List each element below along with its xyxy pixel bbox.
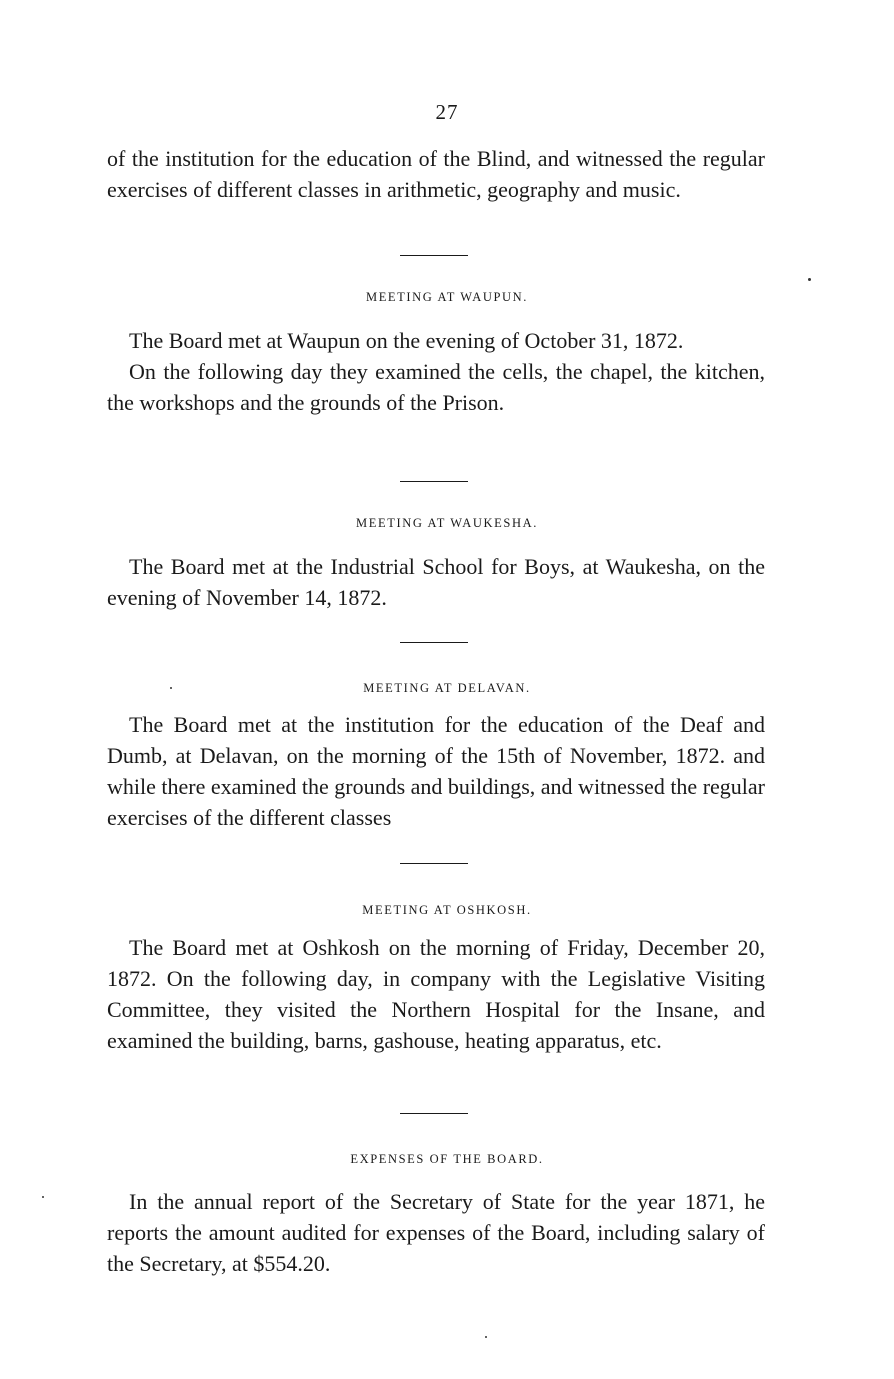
paragraph: In the annual report of the Secretary of State for the year 1871, he reports the amount audited for expenses of the Board, including salary of the Secretary, at $554.20.: [107, 1189, 765, 1276]
section-heading-delavan: MEETING AT DELAVAN.: [363, 681, 531, 695]
section-divider: [400, 642, 468, 643]
paragraph: The Board met at Oshkosh on the morning of Friday, December 20, 1872. On the following day, in company with the Legislative Visiting Committee, they visited the Northern Hospital for the Insane, and examined the building, barns, gashouse, heating apparatus, etc.: [107, 935, 765, 1053]
scan-speck: [42, 1196, 44, 1198]
section-divider: [400, 255, 468, 256]
scan-speck: [485, 1336, 487, 1338]
opening-paragraph: of the institution for the education of the Blind, and witnessed the regular exercises of different classes in arithmetic, geography and music.: [107, 146, 765, 202]
section-body-waupun: [107, 325, 765, 418]
section-heading-oshkosh: MEETING AT OSHKOSH.: [362, 903, 532, 917]
section-body-delavan: [107, 709, 765, 833]
scan-speck: [170, 687, 172, 689]
section-body-oshkosh: [107, 932, 765, 1056]
section-heading-waukesha: MEETING AT WAUKESHA.: [356, 516, 538, 530]
scan-speck: [808, 278, 811, 281]
paragraph: On the following day they examined the cells, the chapel, the kitchen, the workshops and the grounds of the Prison.: [107, 359, 765, 415]
paragraph: The Board met at Waupun on the evening of October 31, 1872.: [129, 328, 684, 353]
section-body-expenses: [107, 1186, 765, 1279]
section-divider: [400, 863, 468, 864]
section-body-waukesha: [107, 551, 765, 613]
section-divider: [400, 1113, 468, 1114]
paragraph: The Board met at the institution for the education of the Deaf and Dumb, at Delavan, on the morning of the 15th of November, 1872. and while there examined the grounds and buildings, and witnessed the regular exercises of the different classes: [107, 712, 765, 830]
section-heading-waupun: MEETING AT WAUPUN.: [365, 290, 529, 304]
section-divider: [400, 481, 468, 482]
section-heading-expenses: EXPENSES OF THE BOARD.: [350, 1152, 544, 1166]
paragraph: The Board met at the Industrial School for Boys, at Waukesha, on the evening of November 14, 1872.: [107, 554, 765, 610]
page-number: 27: [435, 100, 459, 124]
opening-block: [107, 143, 765, 205]
